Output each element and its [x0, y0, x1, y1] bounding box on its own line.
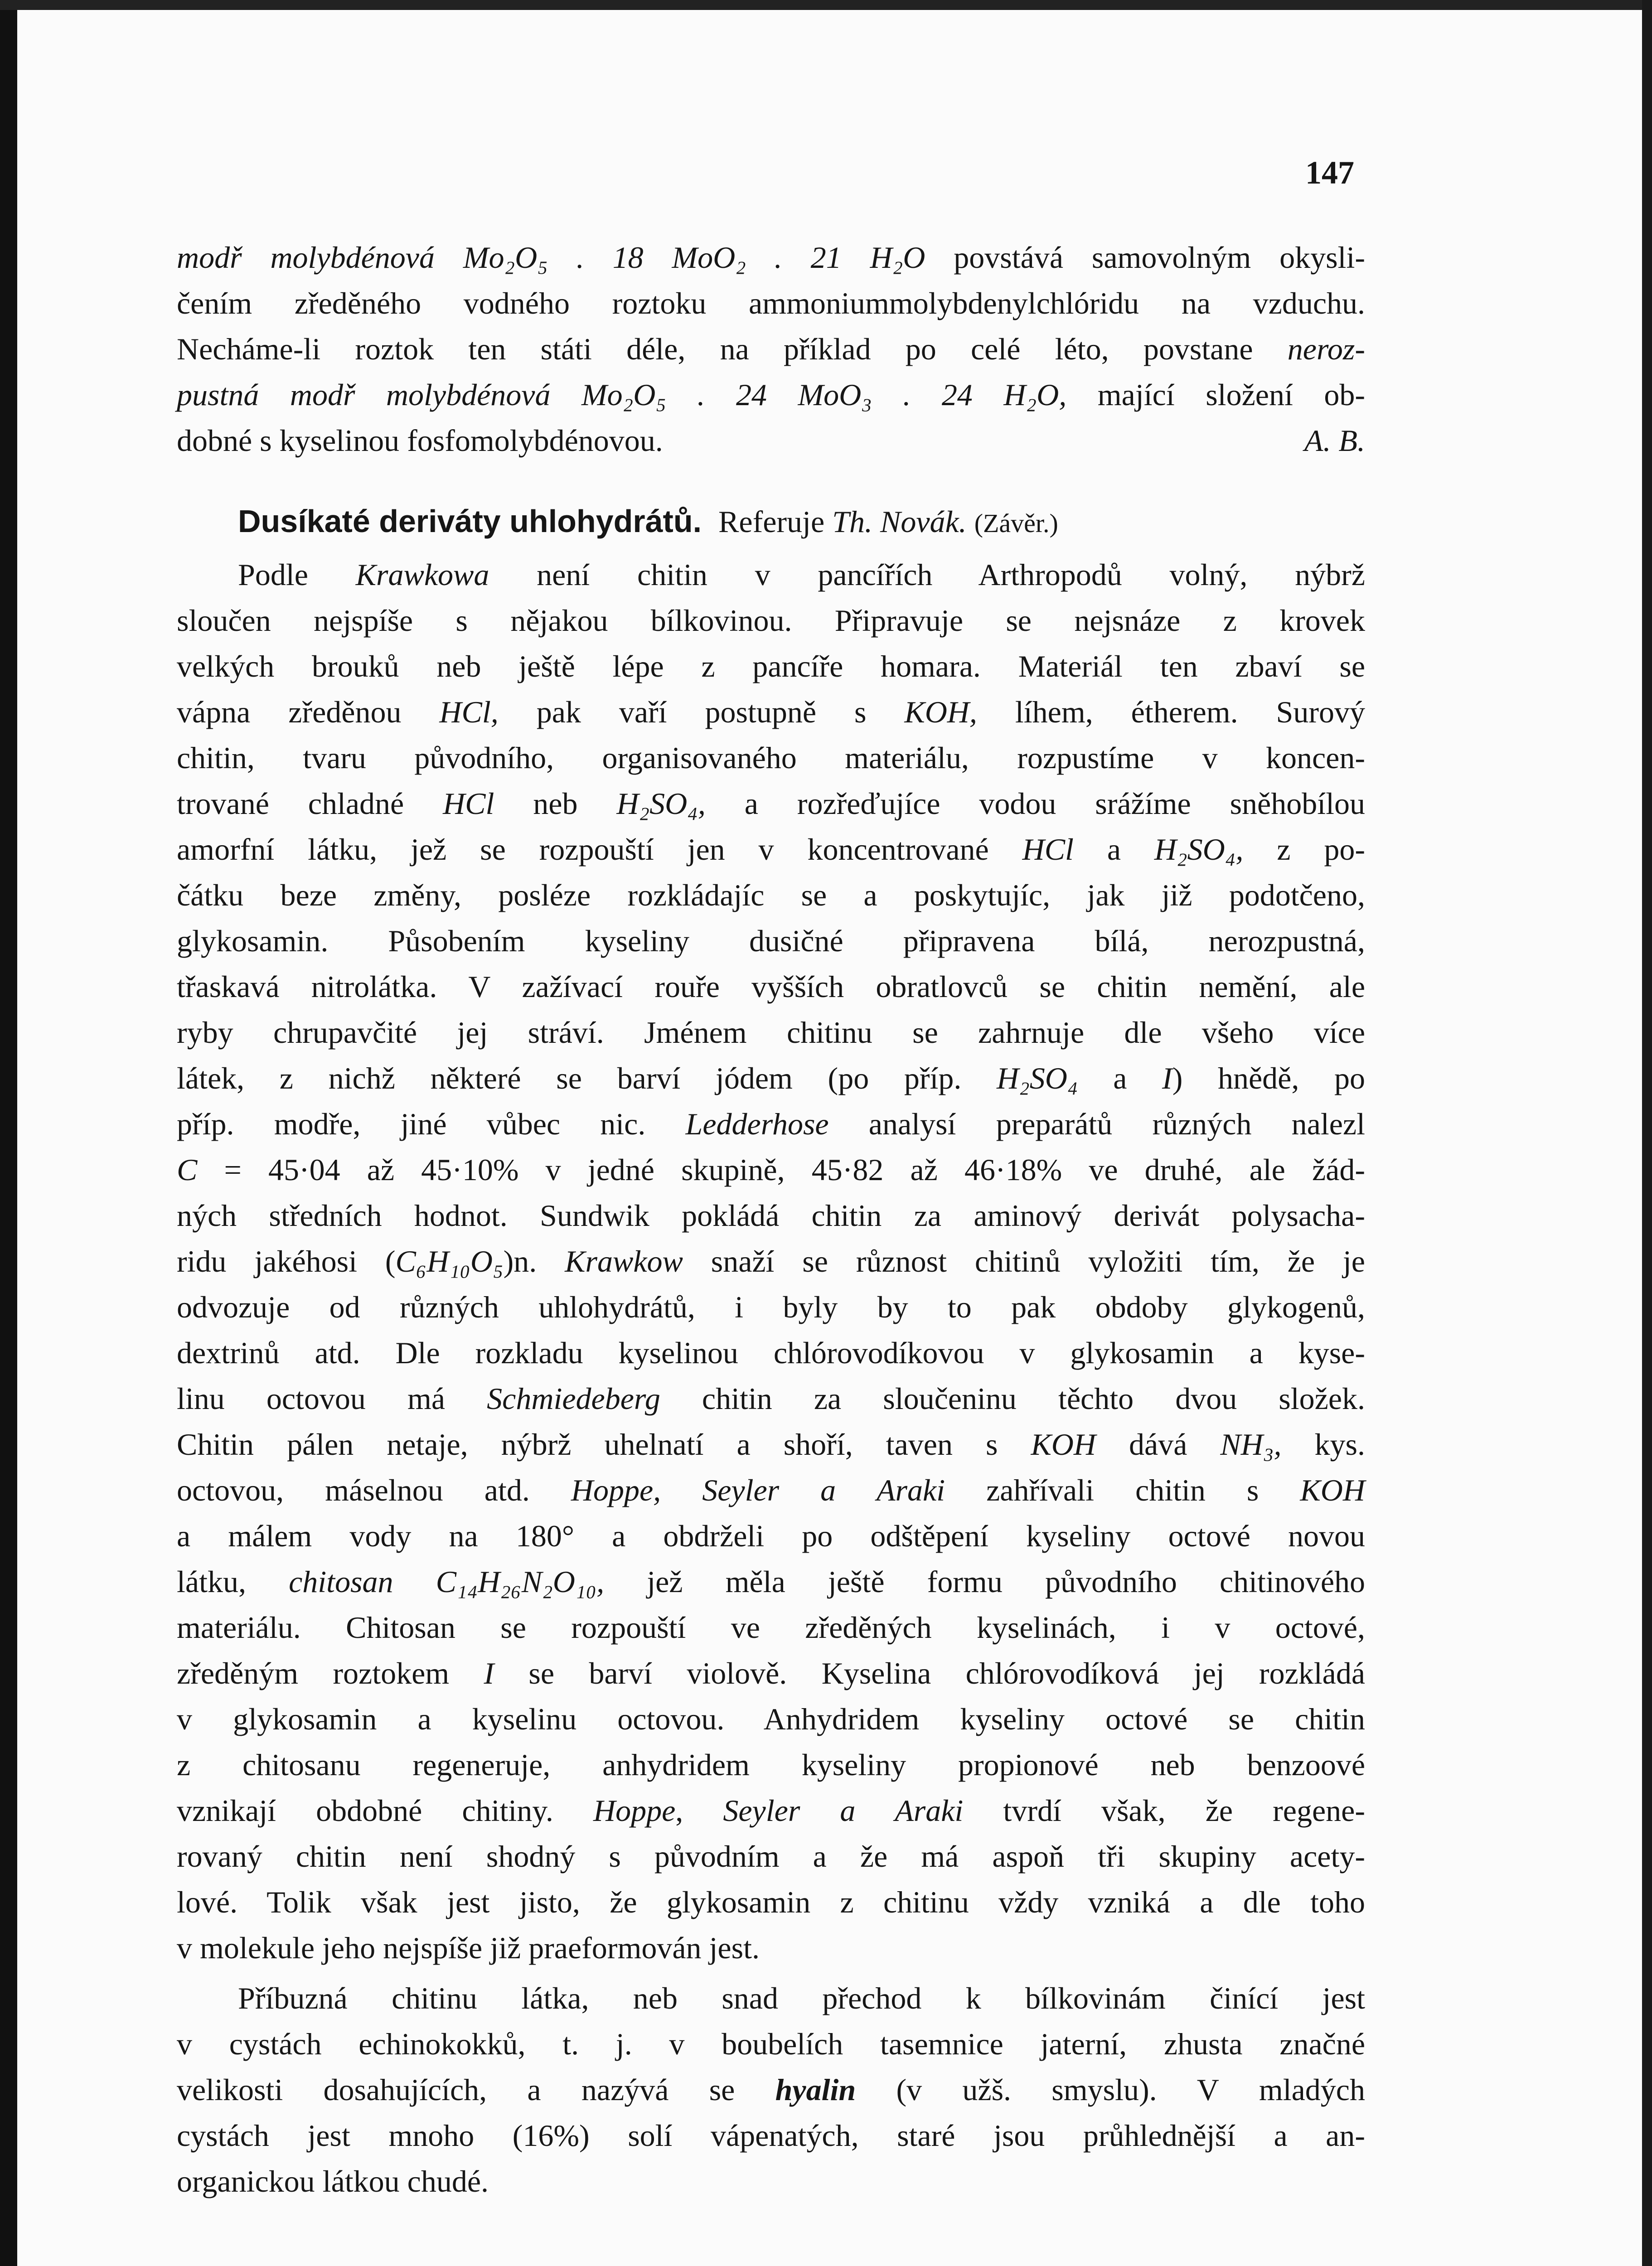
- text-line: [177, 1605, 1365, 1651]
- text-segment: jež měla ještě formu původního chitinového: [604, 1564, 1366, 1599]
- emphasized-text: H₂SO₄: [997, 1061, 1078, 1095]
- text-line: [177, 1101, 1365, 1147]
- section-note: (Závěr.): [974, 508, 1058, 538]
- text-segment: sloučen nejspíše s nějakou bílkovinou. Připravuje se nejsnáze z krovek: [177, 603, 1365, 638]
- text-segment: = 45·04 až 45·10% v jedné skupině, 45·82 až 46·18% ve druhé, ale žád-: [197, 1152, 1365, 1187]
- text-line: [177, 1559, 1365, 1605]
- text-segment: glykosamin. Působením kyseliny dusičné připravena bílá, nerozpustná,: [177, 924, 1365, 958]
- text-segment: organickou látkou chudé.: [177, 2164, 489, 2198]
- text-line: [177, 1056, 1365, 1101]
- emphasized-text: pustná modř molybdénová Mo₂O₅ . 24 MoO₃ . 24 H₂O,: [177, 378, 1067, 412]
- text-segment: se barví violově. Kyselina chlórovodíková jej rozkládá: [494, 1656, 1366, 1690]
- text-line: [177, 918, 1365, 964]
- text-line: [177, 1834, 1365, 1879]
- page-number: 147: [1305, 155, 1354, 191]
- text-segment: Chitin pálen netaje, nýbrž uhelnatí a shoří, taven s: [177, 1427, 1031, 1462]
- text-line: [177, 781, 1365, 827]
- emphasized-text: C: [177, 1152, 198, 1187]
- text-line: [177, 1193, 1365, 1239]
- text-line: [177, 235, 1365, 281]
- text-segment: linu octovou má: [177, 1381, 487, 1416]
- emphasized-text: I: [1162, 1061, 1172, 1095]
- text-segment: amorfní látku, jež se rozpouští jen v koncentrované: [177, 832, 1022, 867]
- text-line: [177, 1239, 1365, 1284]
- emphasized-text: I: [484, 1656, 494, 1690]
- text-segment: ridu jakéhosi (: [177, 1244, 396, 1278]
- text-line: [177, 1925, 1365, 1971]
- text-line: [177, 1696, 1365, 1742]
- emphasized-text: HCl: [1022, 832, 1074, 867]
- text-line: [177, 598, 1365, 644]
- text-segment: ných středních hodnot. Sundwik pokládá chitin za aminový derivát polysacha-: [177, 1198, 1365, 1233]
- text-line: [177, 872, 1365, 918]
- text-segment: trované chladné: [177, 786, 443, 821]
- text-line: [177, 1513, 1365, 1559]
- scan-edge-left: [0, 0, 17, 2266]
- text-line: [177, 1975, 1365, 2021]
- text-segment: cystách jest mnoho (16%) solí vápenatých, staré jsou průhlednější a an-: [177, 2118, 1365, 2153]
- text-segment: neb: [494, 786, 617, 821]
- text-segment: chitin za sloučeninu těchto dvou složek.: [660, 1381, 1366, 1416]
- emphasized-text: H₂SO₄,: [1154, 832, 1244, 867]
- text-segment: zahřívali chitin s: [945, 1473, 1300, 1507]
- text-line: [177, 1788, 1365, 1834]
- text-line: [177, 281, 1365, 326]
- text-segment: dává: [1096, 1427, 1221, 1462]
- text-line: [177, 552, 1365, 598]
- text-segment: ,: [675, 1793, 723, 1828]
- emphasized-text: Krawkowa: [355, 557, 489, 592]
- emphasized-text: H₂SO₄,: [616, 786, 706, 821]
- text-line: [177, 735, 1365, 781]
- text-segment: a: [1078, 1061, 1163, 1095]
- text-segment: dobné s kyselinou fosfomolybdénovou.: [177, 423, 663, 458]
- text-line: [177, 1147, 1365, 1193]
- paragraph-chitin: [177, 552, 1365, 1971]
- emphasized-text: HCl,: [439, 695, 499, 729]
- text-line: [177, 964, 1365, 1010]
- text-segment: a málem vody na 180° a obdrželi po odštěpení kyseliny octové novou: [177, 1519, 1365, 1553]
- text-line: [177, 1284, 1365, 1330]
- paragraph-hyalin: [177, 1975, 1365, 2204]
- author-name: Th. Novák.: [832, 504, 967, 539]
- emphasized-text: neroz-: [1287, 332, 1365, 366]
- text-line: [177, 326, 1365, 372]
- emphasized-text: Hoppe: [593, 1793, 676, 1828]
- emphasized-text: modř molybdénová Mo₂O₅ . 18 MoO₂ . 21 H₂O: [177, 240, 925, 275]
- emphasized-text: Ledderhose: [685, 1107, 829, 1141]
- text-segment: lové. Tolik však jest jisto, že glykosamin z chitinu vždy vzniká a dle toho: [177, 1885, 1365, 1919]
- text-segment: mající složení ob-: [1066, 378, 1365, 412]
- text-line: [177, 1651, 1365, 1696]
- text-line: [177, 689, 1365, 735]
- text-segment: povstává samovolným okysli-: [925, 240, 1365, 275]
- text-line: [177, 644, 1365, 689]
- text-segment: a: [1073, 832, 1154, 867]
- scan-edge-right: [1642, 0, 1652, 2266]
- text-segment: )n.: [503, 1244, 565, 1278]
- text-segment: kys.: [1281, 1427, 1366, 1462]
- text-segment: Příbuzná chitinu látka, neb snad přechod k bílkovinám činící jest: [238, 1981, 1365, 2015]
- referuje-label: Referuje: [718, 504, 825, 539]
- text-segment: chitin, tvaru původního, organisovaného materiálu, rozpustíme v koncen-: [177, 741, 1365, 775]
- emphasized-text: HCl: [443, 786, 494, 821]
- text-line: [177, 418, 1365, 464]
- text-segment: není chitin v pancířích Arthropodů volný, nýbrž: [489, 557, 1365, 592]
- emphasized-text: KOH: [1300, 1473, 1365, 1507]
- text-segment: v molekule jeho nejspíše již praeformován jest.: [177, 1931, 760, 1965]
- text-line: [177, 1376, 1365, 1422]
- text-segment: tvrdí však, že regene-: [963, 1793, 1365, 1828]
- text-segment: zředěným roztokem: [177, 1656, 484, 1690]
- section-heading: [238, 499, 1058, 546]
- text-segment: materiálu. Chitosan se rozpouští ve zředěných kyselinách, i v octové,: [177, 1610, 1365, 1645]
- text-line: [177, 1422, 1365, 1467]
- text-line: [177, 1742, 1365, 1788]
- text-segment: pak vaří postupně s: [498, 695, 905, 729]
- text-segment: ryby chrupavčité jej stráví. Jménem chitinu se zahrnuje dle všeho více: [177, 1015, 1365, 1050]
- text-segment: ) hnědě, po: [1172, 1061, 1365, 1095]
- emphasized-text: Krawkow: [565, 1244, 683, 1278]
- emphasized-text: hyalin: [775, 2072, 856, 2107]
- text-line: [177, 2159, 1365, 2204]
- emphasized-text: Hoppe, Seyler a Araki: [571, 1473, 945, 1507]
- text-segment: líhem, étherem. Surový: [977, 695, 1366, 729]
- text-segment: a rozřeďujíce vodou srážíme sněhobílou: [705, 786, 1366, 821]
- section-title: Dusíkaté deriváty uhlohydrátů.: [238, 504, 702, 539]
- text-segment: snaží se různost chitinů vyložiti tím, že je: [683, 1244, 1365, 1278]
- text-segment: třaskavá nitrolátka. V zažívací rouře vyšších obratlovců se chitin nemění, ale: [177, 969, 1365, 1004]
- text-line: [177, 1010, 1365, 1056]
- text-segment: v cystách echinokokků, t. j. v boubelích tasemnice jaterní, zhusta značné: [177, 2027, 1365, 2061]
- emphasized-text: Schmiedeberg: [487, 1381, 660, 1416]
- text-line: [177, 827, 1365, 872]
- text-segment: z po-: [1243, 832, 1365, 867]
- text-segment: Podle: [238, 557, 356, 592]
- text-segment: příp. modře, jiné vůbec nic.: [177, 1107, 686, 1141]
- text-segment: čátku beze změny, posléze rozkládajíc se a poskytujíc, jak již podotčeno,: [177, 878, 1365, 912]
- emphasized-text: C₆H₁₀O₅: [395, 1244, 504, 1278]
- text-segment: látek, z nichž některé se barví jódem (po příp.: [177, 1061, 997, 1095]
- text-segment: čením zředěného vodného roztoku ammoniummolybdenylchlóridu na vzduchu.: [177, 286, 1365, 320]
- emphasized-text: chitosan C₁₄H₂₆N₂O₁₀,: [289, 1564, 605, 1599]
- text-segment: odvozuje od různých uhlohydrátů, i byly by to pak obdoby glykogenů,: [177, 1290, 1365, 1324]
- text-segment: vznikají obdobné chitiny.: [177, 1793, 593, 1828]
- text-segment: (v užš. smyslu). V mladých: [856, 2072, 1365, 2107]
- text-segment: látku,: [177, 1564, 289, 1599]
- text-segment: analysí preparátů různých nalezl: [828, 1107, 1365, 1141]
- emphasized-text: KOH: [1031, 1427, 1096, 1462]
- text-segment: vápna zředěnou: [177, 695, 440, 729]
- text-segment: rovaný chitin není shodný s původním a že má aspoň tři skupiny acety-: [177, 1839, 1365, 1874]
- text-line: [177, 1467, 1365, 1513]
- text-segment: z chitosanu regeneruje, anhydridem kyseliny propionové neb benzoové: [177, 1748, 1365, 1782]
- text-segment: velikosti dosahujících, a nazývá se: [177, 2072, 775, 2107]
- paragraph-molybdenum: [177, 235, 1365, 464]
- emphasized-text: KOH,: [904, 695, 977, 729]
- text-segment: dextrinů atd. Dle rozkladu kyselinou chlórovodíkovou v glykosamin a kyse-: [177, 1336, 1365, 1370]
- text-segment: v glykosamin a kyselinu octovou. Anhydridem kyseliny octové se chitin: [177, 1702, 1365, 1736]
- text-line: [177, 1330, 1365, 1376]
- text-line: [177, 2067, 1365, 2113]
- scan-edge-top: [0, 0, 1652, 10]
- text-line: [177, 2113, 1365, 2159]
- text-segment: octovou, máselnou atd.: [177, 1473, 571, 1507]
- emphasized-text: A. B.: [1304, 423, 1365, 458]
- text-segment: Necháme-li roztok ten státi déle, na příklad po celé léto, povstane: [177, 332, 1288, 366]
- emphasized-text: Seyler a Araki: [723, 1793, 964, 1828]
- text-line: [177, 2021, 1365, 2067]
- text-line: [177, 1879, 1365, 1925]
- text-line: [177, 372, 1365, 418]
- emphasized-text: NH₃,: [1220, 1427, 1282, 1462]
- text-segment: velkých brouků neb ještě lépe z pancíře homara. Materiál ten zbaví se: [177, 649, 1365, 683]
